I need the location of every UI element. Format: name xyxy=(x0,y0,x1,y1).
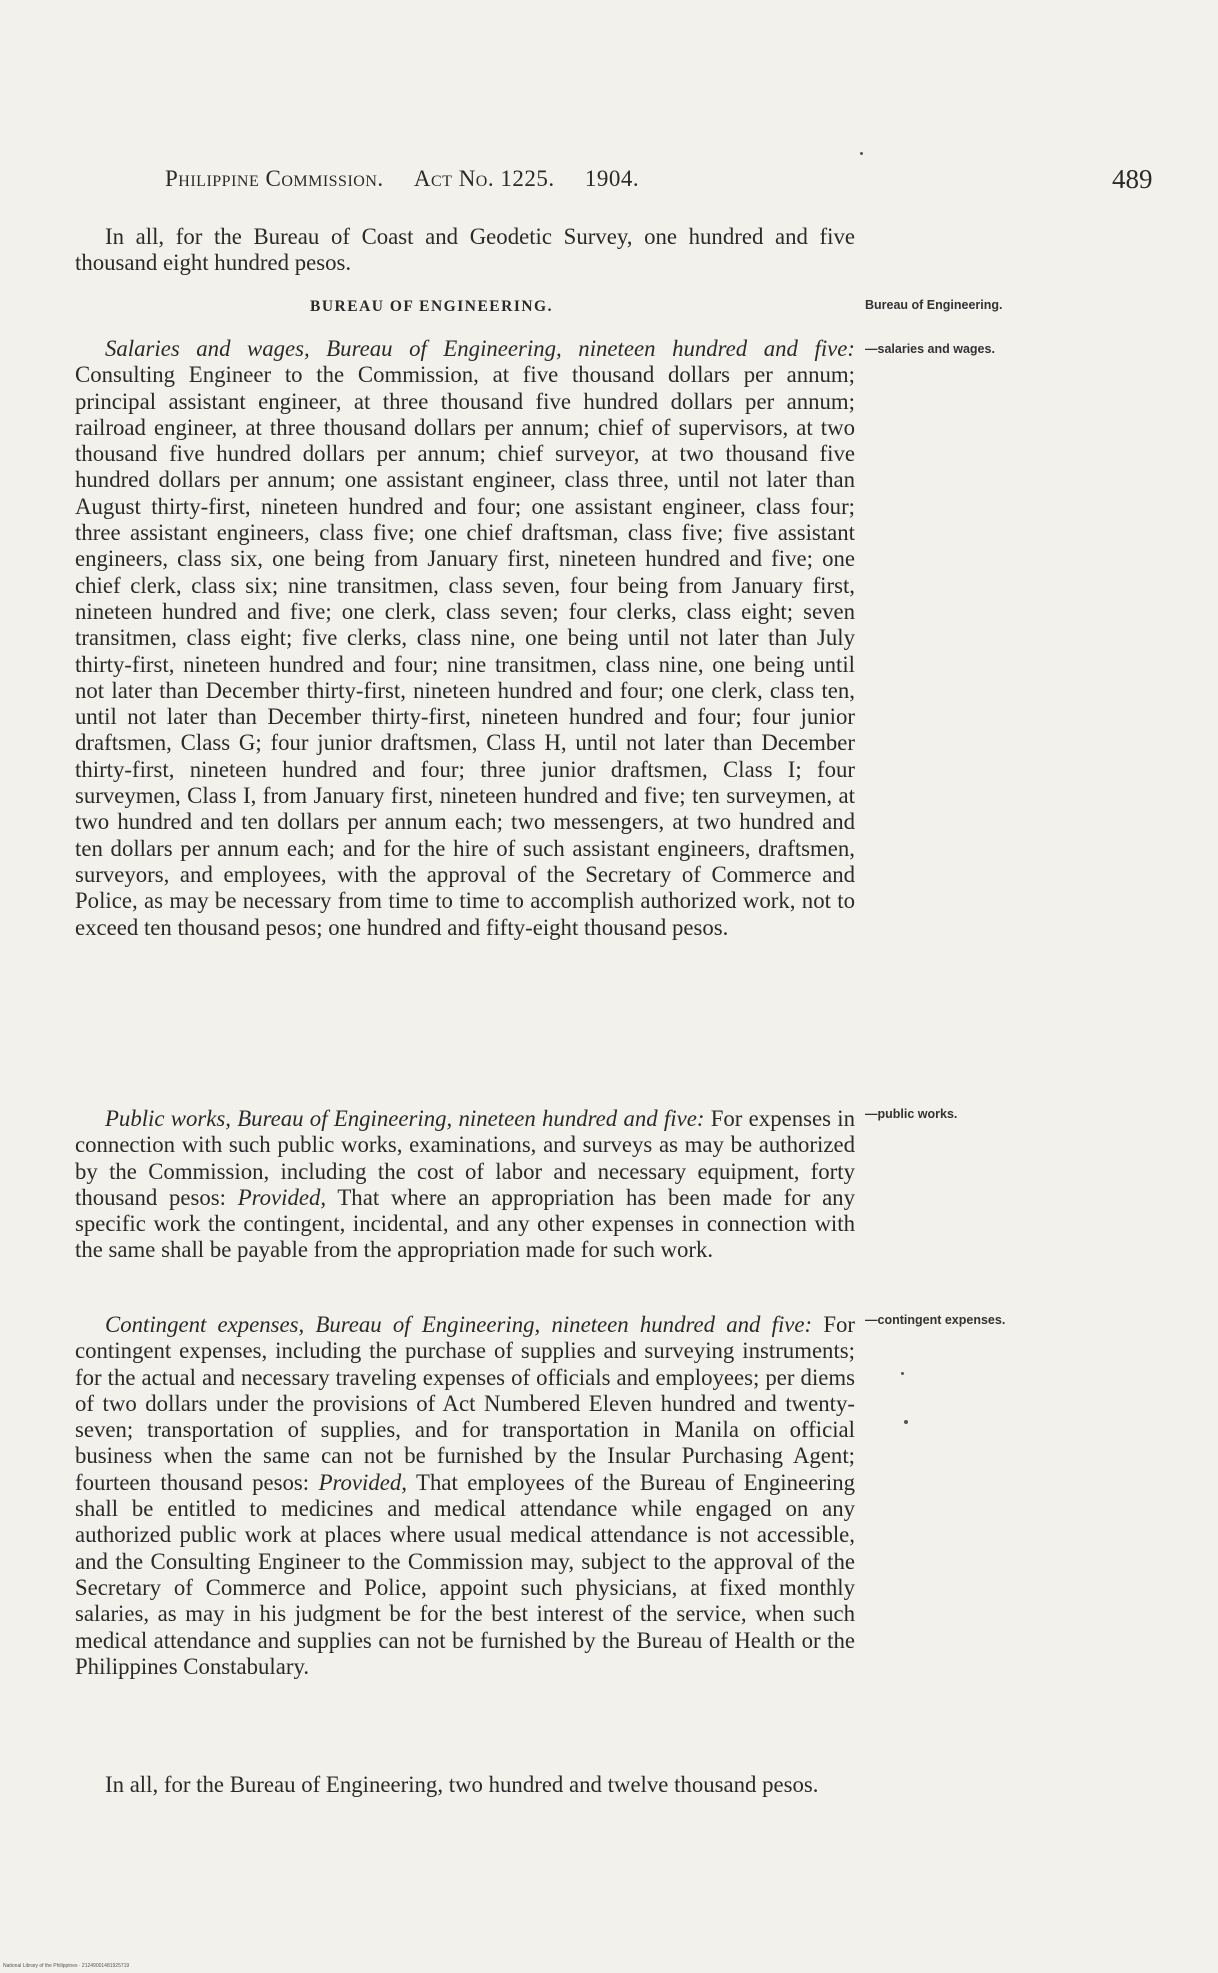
closing-total xyxy=(75,1772,855,1798)
salaries-text: Consulting Engineer to the Commission, at five thousand dollars per annum; principal assistant engineer, at three thousand five hundred dollars per annum; railroad engineer, at three thousand dollars per annum; chief of supervisors, at two thousand five hundred dollars per annum; chief surveyor, at two thousand five hundred dollars per annum; one assistant engineer, class three, until not later than August thirty-first, nineteen hundred and four; one assistant engineer, class four; three assistant engineers, class five; one chief draftsman, class five; five assistant engineers, class six, one being from January first, nineteen hundred and five; one chief clerk, class six; nine transitmen, class seven, four being from January first, nineteen hundred and five; one clerk, class seven; four clerks, class eight; seven transitmen, class eight; five clerks, class nine, one being until not later than July thirty-first, nineteen hundred and four; nine transitmen, class nine, one being until not later than December thirty-first, nineteen hundred and four; one clerk, class ten, until not later than December thirty-first, nineteen hundred and four; four junior draftsmen, Class G; four junior draftsmen, Class H, until not later than December thirty-first, nineteen hundred and four; three junior draftsmen, Class I; four surveymen, Class I, from January first, nineteen hundred and five; ten surveymen, at two hundred and ten dollars per annum each; two messengers, at two hundred and ten dollars per annum each; and for the hire of such assistant engineers, draftsmen, surveyors, and employees, with the approval of the Secretary of Commerce and Police, as may be necessary from time to time to accomplish authorized work, not to exceed ten thousand pesos; one hundred and fifty-eight thousand pesos. xyxy=(75,362,855,940)
running-head-title: Philippine Commission. xyxy=(165,166,384,191)
margin-note-contingent: —contingent expenses. xyxy=(865,1313,1006,1327)
salaries-lead: Salaries and wages, Bureau of Engineering, nineteen hundred and five: xyxy=(105,336,855,361)
section-heading: BUREAU OF ENGINEERING. xyxy=(310,298,553,315)
public-works-provided: Provided, xyxy=(237,1184,327,1210)
scan-speck xyxy=(860,152,863,155)
page-number: 489 xyxy=(1112,164,1153,194)
scan-speck xyxy=(904,1420,908,1424)
margin-note-salaries: —salaries and wages. xyxy=(865,342,995,356)
contingent-lead: Contingent expenses, Bureau of Engineering, nineteen hundred and five: xyxy=(105,1312,813,1337)
salaries-paragraph xyxy=(75,336,855,941)
opening-total-text: In all, for the Bureau of Coast and Geodetic Survey, one hundred and five thousand eight hundred pesos. xyxy=(75,224,855,276)
running-head-year: 1904. xyxy=(584,166,640,191)
contingent-provided: Provided, xyxy=(318,1469,407,1495)
closing-total-text: In all, for the Bureau of Engineering, two hundred and twelve thousand pesos. xyxy=(105,1772,819,1797)
footer-scan-credit: National Library of the Philippines · 21249001481925719 xyxy=(3,1963,130,1969)
running-head xyxy=(165,166,1065,192)
public-works-text-2: That where an appropriation has been made for any specific work the contingent, incidental, and any other expenses in connection with the same shall be payable from the appropriation made for such work. xyxy=(75,1184,855,1263)
contingent-paragraph xyxy=(75,1312,855,1680)
margin-note-bureau: Bureau of Engineering. xyxy=(865,298,1003,312)
public-works-paragraph xyxy=(75,1106,855,1264)
contingent-text-2: That employees of the Bureau of Engineering shall be entitled to medicines and medical attendance while engaged on any authorized public work at places where usual medical attendance is not accessible, and the Consulting Engineer to the Commission may, subject to the approval of the Secretary of Commerce and Police, appoint such physicians, at fixed monthly salaries, as may in his judgment be for the best interest of the service, when such medical attendance and supplies can not be furnished by the Bureau of Health or the Philippines Constabulary. xyxy=(75,1469,855,1679)
opening-total xyxy=(75,224,855,277)
running-head-act: Act No. 1225. xyxy=(413,166,555,191)
public-works-lead: Public works, Bureau of Engineering, nineteen hundred and five: xyxy=(105,1106,705,1131)
public-works-text-1: For expenses in connection with such public works, examinations, and surveys as may be authorized by the Commission, including the cost of labor and necessary equipment, forty thousand pesos: xyxy=(75,1106,856,1210)
contingent-text-1: For contingent expenses, including the purchase of supplies and surveying instruments; for the actual and necessary traveling expenses of officials and employees; per diems of two dollars under the provisions of Act Numbered Eleven hundred and twenty-seven; transportation of supplies, and for transportation in Manila on official business when the same can not be furnished by the Insular Purchasing Agent; fourteen thousand pesos: xyxy=(75,1312,855,1495)
margin-note-public-works: —public works. xyxy=(865,1107,958,1121)
scan-speck xyxy=(901,1372,904,1375)
